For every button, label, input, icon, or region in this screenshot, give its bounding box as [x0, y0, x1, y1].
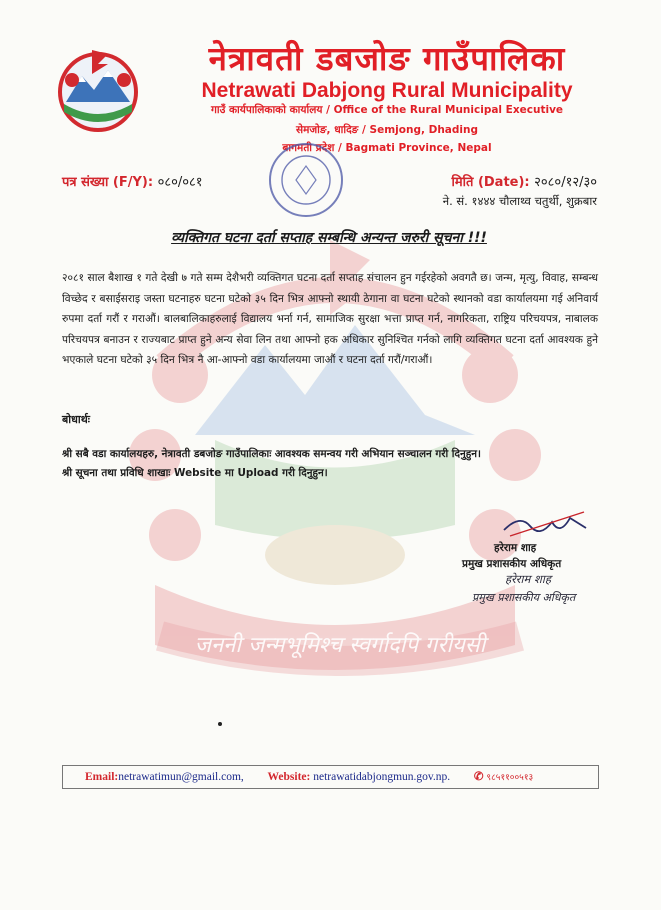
signatory-title-handwritten: प्रमुख प्रशासकीय अधिकृत — [472, 591, 576, 604]
office-line: गाउँ कार्यपालिकाको कार्यालय / Office of the Rural Municipal Executive — [210, 104, 564, 116]
office-name-english: Office of the Rural Municipal Executive — [333, 104, 564, 116]
phone-number[interactable]: ९८५११००५१३ — [486, 772, 534, 782]
subject-text: व्यक्तिगत घटना दर्ता सप्ताह सम्बन्धि अन्यन्त जरुरी सूचना !!! — [171, 230, 487, 246]
website-label: Website: — [267, 771, 311, 783]
email-label: Email: — [85, 771, 119, 783]
signatory-name-handwritten: हरेराम शाह — [505, 572, 551, 586]
fy-value: ०८०/०८१ — [157, 175, 203, 190]
emblem-motto-ribbon — [150, 616, 530, 676]
signature-scribble — [500, 508, 590, 540]
address-nepali: सेमजोङ, धादिङ — [295, 124, 359, 136]
nepal-sambat-date: ने. सं. १४४४ चौलाथ्व चतुर्थी, शुक्रबार — [442, 194, 597, 208]
reference-number — [62, 172, 203, 190]
phone-icon: ✆ — [473, 771, 484, 783]
address-english: Semjong, Dhading — [369, 124, 478, 136]
letter-date — [397, 172, 597, 190]
office-stamp — [266, 140, 346, 220]
scan-speck — [218, 722, 222, 726]
address-line: सेमजोङ, धादिङ / Semjong, Dhading — [295, 124, 478, 136]
province-line: बागमती प्रदेश / Bagmati Province, Nepal — [282, 142, 492, 154]
fy-label: पत्र संख्या (F/Y): — [62, 175, 154, 190]
contact-footer — [62, 765, 599, 789]
website-link[interactable]: netrawatidabjongmun.gov.np. — [313, 771, 451, 783]
cc-it-section: श्री सूचना तथा प्रविधि शाखाः Website मा Upload गरी दिनुहुन। — [62, 467, 328, 479]
signatory-name: हरेराम शाह — [494, 542, 537, 554]
letter-subject — [62, 228, 596, 247]
bodhartha-label: बोधार्थः — [62, 413, 90, 426]
date-value: २०८०/१२/३० — [534, 175, 597, 190]
email-link[interactable]: netrawatimun@gmail.com, — [118, 771, 244, 783]
municipality-name-english: Netrawati Dabjong Rural Municipality — [201, 79, 573, 102]
municipality-logo — [52, 44, 144, 136]
date-label: मिति (Date): — [451, 175, 530, 190]
emblem-motto: जननी जन्मभूमिश्च स्वर्गादपि गरीयसी — [194, 633, 486, 658]
municipality-name-nepali: नेत्रावती डबजोङ गाउँपालिका — [208, 39, 566, 78]
signatory-title: प्रमुख प्रशासकीय अधिकृत — [462, 558, 562, 570]
office-name-nepali: गाउँ कार्यपालिकाको कार्यालय — [210, 104, 323, 116]
letter-body: २०८१ साल बैशाख १ गते देखी ७ गते सम्म देशैभरी व्यक्तिगत घटना दर्ता सप्ताह संचालन हुन गईरहेको अवगतै छ। जन्म, मृत्यु, विवाह, सम्बन्ध विच्छेद र बसाईसराइ जस्ता घटनाहरु घटना घटेको ३५ दिन भित्र आफ्नो स्थायी ठेगाना वा घटना घटेको स्थानको वडा कार्यालयमा गई अनिवार्य रुपमा दर्ता गरौं र गराऔं। बालबालिकाहरुलाई विद्यालय भर्ना गर्न, सामाजिक सुरक्षा भत्ता प्राप्त गर्न, नागरिकता, राष्ट्रिय परिचयपत्र, नाबालक परिचयपत्र बनाउन र राज्यबाट प्राप्त हुने अन्य सेवा लिन तथा आफ्नो हक अधिकार सुनिश्चित गर्नको लागि व्यक्तिगत घटना दर्ता आवश्यक हुने भएकाले घटना घटेको ३५ दिन भित्र नै आ-आफ्नो वडा कार्यालयमा जाऔं र घटना दर्ता गरौं/गराऔं। — [62, 272, 598, 366]
cc-ward-offices: श्री सबै वडा कार्यालयहरु, नेत्रावती डबजोङ गाउँपालिकाः आवश्यक समन्वय गरी अभियान सञ्चालन गरी दिनुहुन। — [62, 448, 481, 460]
province-english: Bagmati Province, Nepal — [345, 142, 492, 154]
province-nepali: बागमती प्रदेश — [282, 142, 335, 154]
